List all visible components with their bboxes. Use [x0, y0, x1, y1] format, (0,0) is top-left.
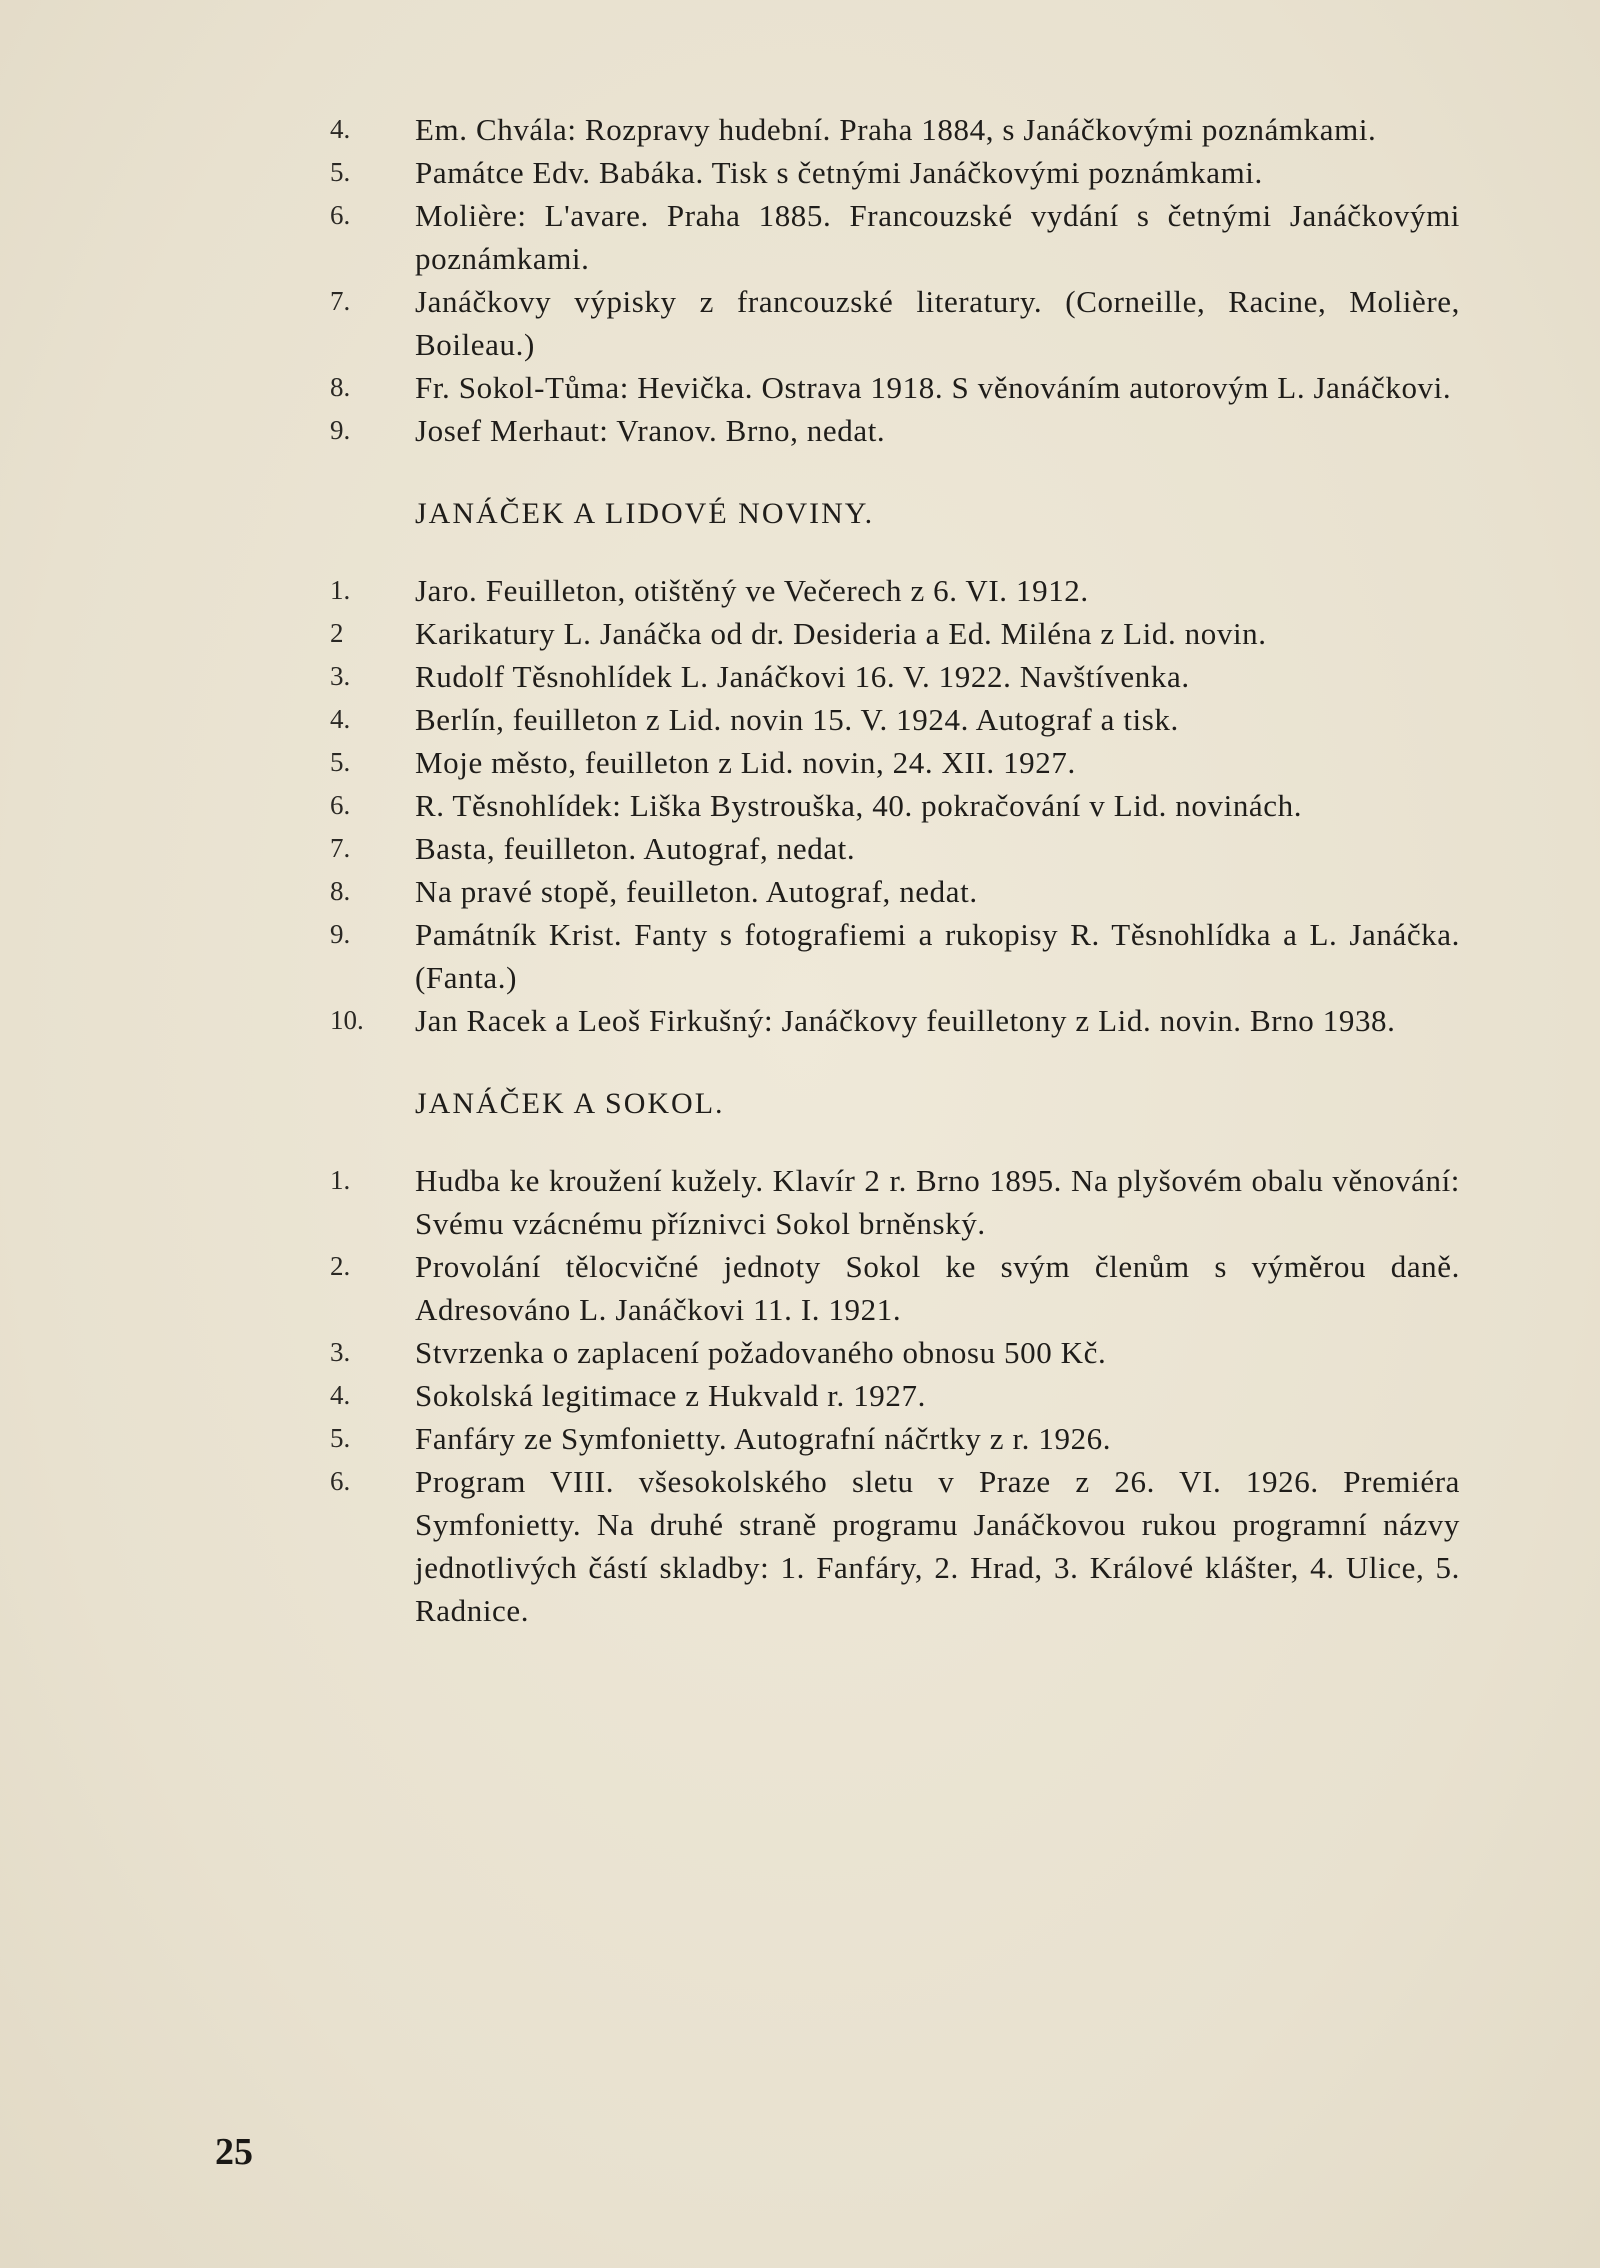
item-number: 6.	[330, 200, 351, 230]
list-item	[330, 870, 1460, 913]
item-text: Fr. Sokol-Tůma: Hevička. Ostrava 1918. S věnováním autorovým L. Janáčkovi.	[415, 370, 1452, 405]
list-item	[330, 108, 1460, 151]
list-item	[330, 409, 1460, 452]
item-text: Jan Racek a Leoš Firkušný: Janáčkovy feuilletony z Lid. novin. Brno 1938.	[415, 1003, 1396, 1038]
item-text: R. Těsnohlídek: Liška Bystrouška, 40. pokračování v Lid. novinách.	[415, 788, 1303, 823]
item-text: Stvrzenka o zaplacení požadovaného obnosu 500 Kč.	[415, 1335, 1107, 1370]
item-text: Sokolská legitimace z Hukvald r. 1927.	[415, 1378, 926, 1413]
list-item	[330, 1159, 1460, 1245]
item-number: 1.	[330, 575, 351, 605]
list-item	[330, 1245, 1460, 1331]
item-number: 4.	[330, 1380, 351, 1410]
item-text: Program VIII. všesokolského sletu v Praze z 26. VI. 1926. Premiéra Symfonietty. Na druhé straně programu Janáčkovou rukou programní názvy jednotlivých částí skladby: 1. Fanfáry, 2. Hrad, 3. Králové klášter, 4. Ulice, 5. Radnice.	[415, 1464, 1460, 1628]
item-text: Památník Krist. Fanty s fotografiemi a rukopisy R. Těsnohlídka a L. Janáčka. (Fanta.)	[415, 917, 1460, 995]
item-text: Rudolf Těsnohlídek L. Janáčkovi 16. V. 1922. Navštívenka.	[415, 659, 1190, 694]
item-number: 8.	[330, 372, 351, 402]
item-text: Berlín, feuilleton z Lid. novin 15. V. 1924. Autograf a tisk.	[415, 702, 1179, 737]
item-text: Molière: L'avare. Praha 1885. Francouzské vydání s četnými Janáčkovými poznámkami.	[415, 198, 1460, 276]
item-text: Provolání tělocvičné jednoty Sokol ke svým členům s výměrou daně. Adresováno L. Janáčkovi 11. I. 1921.	[415, 1249, 1460, 1327]
item-number: 3.	[330, 661, 351, 691]
list-item	[330, 280, 1460, 366]
list-item	[330, 1417, 1460, 1460]
list-item	[330, 569, 1460, 612]
section-list-2	[330, 569, 1460, 1042]
list-item	[330, 1331, 1460, 1374]
item-text: Karikatury L. Janáčka od dr. Desideria a Ed. Miléna z Lid. novin.	[415, 616, 1267, 651]
list-item	[330, 999, 1460, 1042]
list-item	[330, 612, 1460, 655]
item-number: 10.	[330, 1005, 364, 1035]
section-heading-sokol: JANÁČEK A SOKOL.	[415, 1087, 725, 1120]
item-number: 9.	[330, 919, 351, 949]
list-item	[330, 655, 1460, 698]
item-text: Janáčkovy výpisky z francouzské literatury. (Corneille, Racine, Molière, Boileau.)	[415, 284, 1460, 362]
list-item	[330, 1460, 1460, 1632]
list-item	[330, 784, 1460, 827]
item-number: 6.	[330, 790, 351, 820]
page-number: 25	[215, 2131, 253, 2173]
item-number: 4.	[330, 704, 351, 734]
list-item	[330, 913, 1460, 999]
item-text: Jaro. Feuilleton, otištěný ve Večerech z 6. VI. 1912.	[415, 573, 1089, 608]
page-content	[330, 108, 1460, 1632]
item-number: 3.	[330, 1337, 351, 1367]
list-item	[330, 366, 1460, 409]
item-number: 8.	[330, 876, 351, 906]
section-heading-lidove-noviny: JANÁČEK A LIDOVÉ NOVINY.	[415, 497, 875, 530]
item-number: 5.	[330, 157, 351, 187]
list-item	[330, 698, 1460, 741]
item-text: Moje město, feuilleton z Lid. novin, 24. XII. 1927.	[415, 745, 1076, 780]
item-number: 7.	[330, 833, 351, 863]
item-text: Na pravé stopě, feuilleton. Autograf, nedat.	[415, 874, 978, 909]
item-number: 1.	[330, 1165, 351, 1195]
list-item	[330, 827, 1460, 870]
list-item	[330, 151, 1460, 194]
item-number: 5.	[330, 747, 351, 777]
item-number: 4.	[330, 114, 351, 144]
item-number: 2	[330, 618, 344, 648]
item-text: Basta, feuilleton. Autograf, nedat.	[415, 831, 856, 866]
list-item	[330, 1374, 1460, 1417]
item-number: 6.	[330, 1466, 351, 1496]
item-number: 2.	[330, 1251, 351, 1281]
item-text: Josef Merhaut: Vranov. Brno, nedat.	[415, 413, 886, 448]
item-text: Em. Chvála: Rozpravy hudební. Praha 1884, s Janáčkovými poznámkami.	[415, 112, 1377, 147]
section-list-1	[330, 108, 1460, 452]
list-item	[330, 194, 1460, 280]
list-item	[330, 741, 1460, 784]
item-number: 7.	[330, 286, 351, 316]
item-text: Památce Edv. Babáka. Tisk s četnými Janáčkovými poznámkami.	[415, 155, 1263, 190]
section-list-3	[330, 1159, 1460, 1632]
item-text: Hudba ke kroužení kužely. Klavír 2 r. Brno 1895. Na plyšovém obalu věnování: Svému vzácnému příznivci Sokol brněnský.	[415, 1163, 1460, 1241]
item-number: 5.	[330, 1423, 351, 1453]
item-text: Fanfáry ze Symfonietty. Autografní náčrtky z r. 1926.	[415, 1421, 1112, 1456]
item-number: 9.	[330, 415, 351, 445]
